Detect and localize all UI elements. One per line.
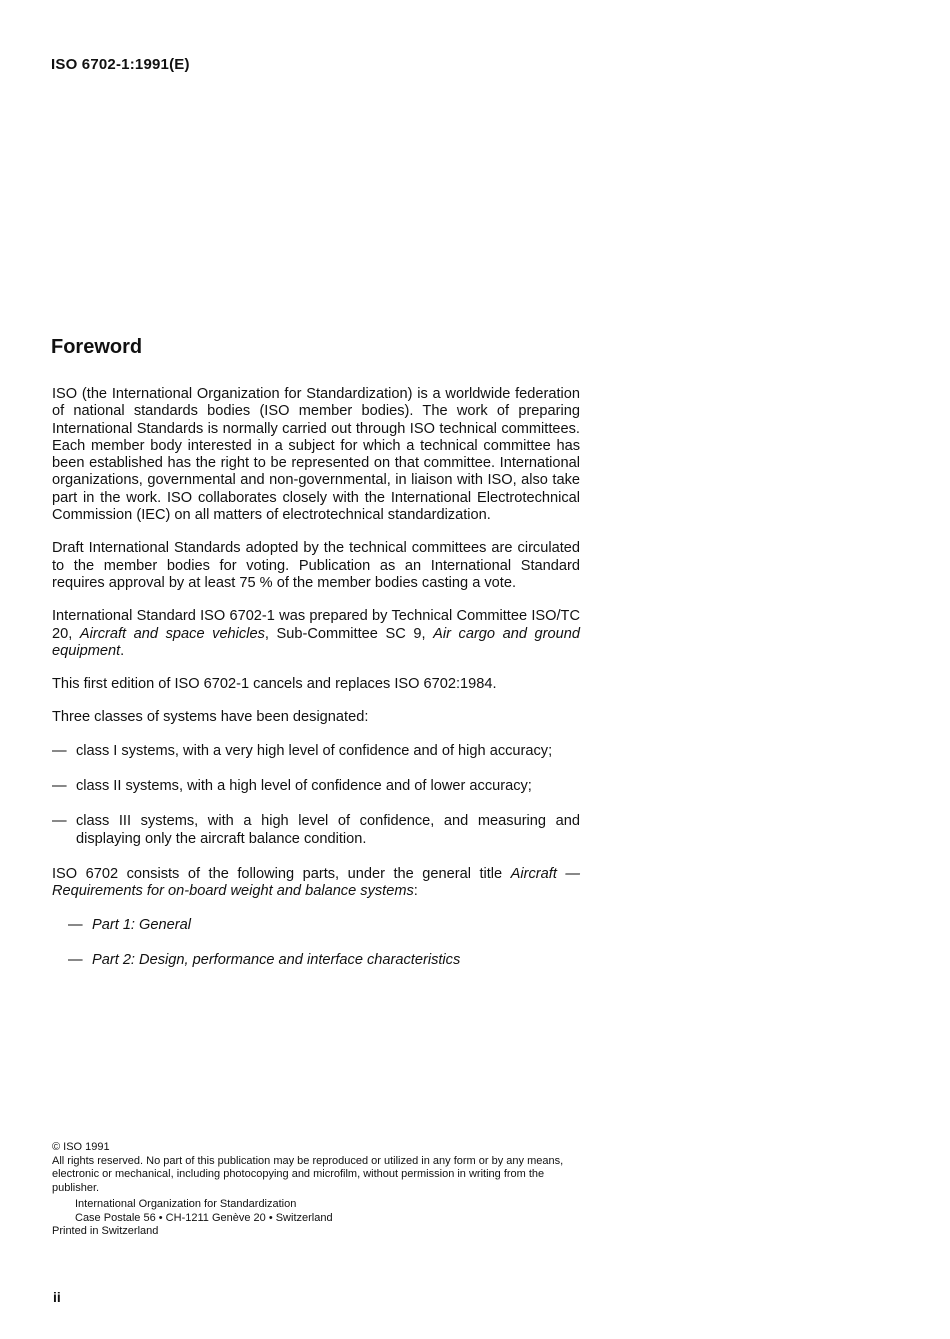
foreword-paragraph-2: Draft International Standards adopted by the technical committees are circulated to the member bodies for voting. Publication as an International Standard requires approval by at least 75 % of the member bodies casting a vote.: [52, 540, 580, 591]
foreword-paragraph-5: Three classes of systems have been designated:: [52, 709, 369, 726]
para6-text-a: ISO 6702 consists of the following parts, under the general title: [52, 865, 511, 882]
class-item-text: class I systems, with a very high level of confidence and of high accuracy;: [76, 742, 553, 759]
dash-bullet: —: [52, 778, 67, 795]
foreword-body: [52, 386, 580, 987]
general-title: Aircraft — Requirements for on-board weight and balance systems: [52, 865, 580, 900]
foreword-title: Foreword: [51, 336, 143, 358]
foreword-paragraph-6: [52, 866, 580, 901]
page-number: ii: [53, 1289, 61, 1305]
foreword-paragraph-3: [52, 608, 580, 660]
system-classes-list: [52, 743, 580, 848]
subcommittee-name: Air cargo and ground equipment: [52, 625, 580, 659]
dash-bullet: —: [52, 813, 67, 830]
dash-bullet: —: [68, 951, 83, 968]
para6-text-c: :: [413, 883, 418, 900]
list-item: [52, 813, 580, 848]
foreword-paragraph-4: This first edition of ISO 6702-1 cancels and replaces ISO 6702:1984.: [52, 676, 497, 693]
para3-text-a: International Standard ISO 6702-1 was prepared by Technical Committee ISO/TC 20,: [52, 608, 580, 642]
parts-list: [52, 917, 580, 970]
class-item-text: class II systems, with a high level of confidence and of lower accuracy;: [76, 778, 532, 795]
list-item: [52, 778, 580, 795]
para3-text-e: .: [120, 642, 125, 659]
organization-address: Case Postale 56 • CH-1211 Genève 20 • Switzerland: [75, 1211, 333, 1224]
copyright-notice: © ISO 1991: [52, 1141, 110, 1153]
copyright-block: [52, 1141, 582, 1239]
para3-text-c: , Sub-Committee SC 9,: [264, 625, 434, 642]
organization-name: International Organization for Standardization: [75, 1198, 297, 1210]
list-item: [52, 917, 580, 934]
rights-reserved-text: All rights reserved. No part of this publication may be reproduced or utilized in any form or by any means, electronic or mechanical, including photocopying and microfilm, without permission in writing from the publisher.: [52, 1154, 564, 1194]
class-item-text: class III systems, with a high level of confidence, and measuring and displaying only the aircraft balance condition.: [76, 813, 580, 847]
list-item: [52, 743, 580, 760]
part-item-text: Part 1: General: [92, 916, 191, 933]
printed-in-text: Printed in Switzerland: [52, 1225, 159, 1237]
part-item-text: Part 2: Design, performance and interface characteristics: [92, 951, 461, 968]
list-item: [52, 952, 580, 969]
document-identifier: ISO 6702-1:1991(E): [51, 56, 190, 73]
committee-name: Aircraft and space vehicles: [79, 625, 265, 642]
foreword-paragraph-1: ISO (the International Organization for Standardization) is a worldwide federation of national standards bodies (ISO member bodies). The work of preparing International Standards is normally carried out through ISO technical committees. Each member body interested in a subject for which a technical committee has been established has the right to be represented on that committee. International organizations, governmental and non-governmental, in liaison with ISO, also take part in the work. ISO collaborates closely with the International Electrotechnical Commission (IEC) on all matters of electrotechnical standardization.: [52, 386, 580, 524]
dash-bullet: —: [52, 742, 67, 759]
dash-bullet: —: [68, 916, 83, 933]
